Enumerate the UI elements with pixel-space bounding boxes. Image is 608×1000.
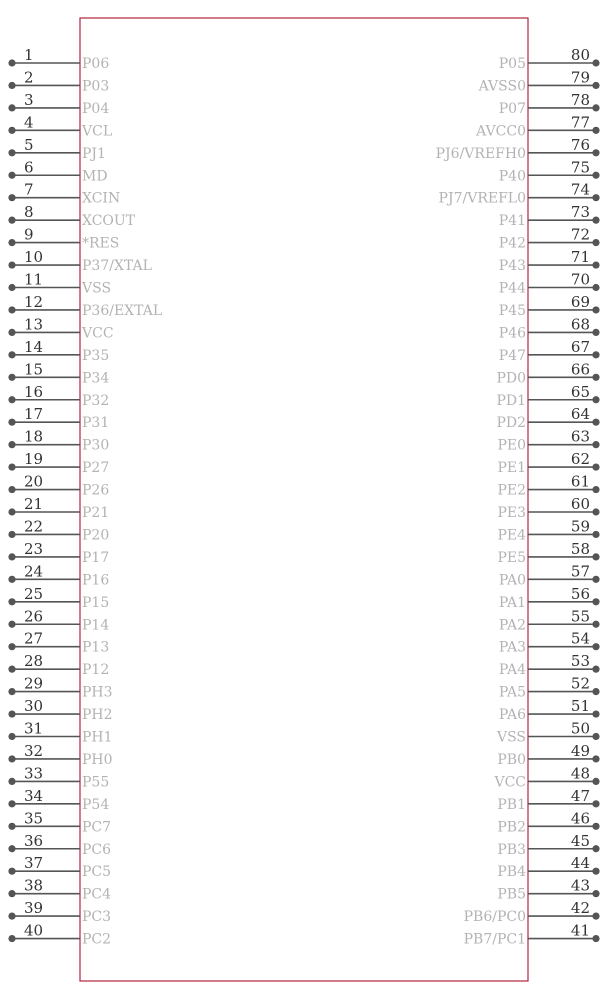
pin-name: PB0 xyxy=(497,751,526,768)
pin-number: 26 xyxy=(24,607,44,626)
pin-number: 36 xyxy=(24,831,44,850)
pin-number: 63 xyxy=(570,427,590,446)
pin-number: 32 xyxy=(24,741,44,760)
pin-name: P16 xyxy=(82,572,110,589)
pin-number: 50 xyxy=(570,719,590,738)
pin-end-dot xyxy=(8,733,15,740)
pin-number: 22 xyxy=(24,517,44,536)
pin-number: 3 xyxy=(24,90,34,109)
pin-end-dot xyxy=(592,845,599,852)
pin-name: PA4 xyxy=(498,662,526,679)
pin-name: *RES xyxy=(82,235,120,252)
pin-end-dot xyxy=(8,868,15,875)
pin-number: 2 xyxy=(24,68,34,87)
pin-number: 65 xyxy=(570,382,590,401)
pin-number: 62 xyxy=(570,450,590,469)
pin-end-dot xyxy=(592,172,599,179)
pin-number: 40 xyxy=(24,921,44,940)
pin-name: P07 xyxy=(498,100,526,117)
pin-number: 10 xyxy=(24,248,44,267)
pin-end-dot xyxy=(592,261,599,268)
pin-number: 13 xyxy=(24,315,44,334)
pin-end-dot xyxy=(8,598,15,605)
pin-end-dot xyxy=(592,149,599,156)
pin-name: VSS xyxy=(82,280,112,297)
pin-end-dot xyxy=(8,396,15,403)
pin-name: PB2 xyxy=(497,819,526,836)
pin-number: 56 xyxy=(570,584,590,603)
pin-name: PJ1 xyxy=(82,145,106,162)
pin-number: 11 xyxy=(24,270,44,289)
pin-end-dot xyxy=(592,508,599,515)
pin-end-dot xyxy=(592,104,599,111)
pin-end-dot xyxy=(8,284,15,291)
pin-number: 12 xyxy=(24,292,44,311)
pin-name: P14 xyxy=(82,617,110,634)
pin-number: 48 xyxy=(570,764,590,783)
pin-number: 19 xyxy=(24,450,44,469)
pin-number: 30 xyxy=(24,697,44,716)
pin-number: 51 xyxy=(570,697,590,716)
pin-name: PH0 xyxy=(82,751,113,768)
pin-end-dot xyxy=(8,351,15,358)
pin-number: 7 xyxy=(24,180,34,199)
pin-end-dot xyxy=(592,913,599,920)
pin-name: P21 xyxy=(82,505,110,521)
pin-end-dot xyxy=(8,553,15,560)
pin-name: P20 xyxy=(82,527,110,544)
pin-number: 28 xyxy=(24,652,44,671)
pin-name: XCIN xyxy=(82,190,121,207)
pin-number: 9 xyxy=(24,225,34,244)
pin-end-dot xyxy=(592,351,599,358)
pin-end-dot xyxy=(8,82,15,89)
pin-end-dot xyxy=(8,643,15,650)
pin-name: PE2 xyxy=(497,482,526,499)
pin-end-dot xyxy=(8,913,15,920)
pin-name: P17 xyxy=(82,549,110,566)
pin-name: PD0 xyxy=(496,370,526,387)
pin-number: 1 xyxy=(24,46,34,64)
right-pin-group xyxy=(436,46,600,948)
pin-name: PB1 xyxy=(497,796,526,813)
pin-name: PB6/PC0 xyxy=(463,909,526,926)
pin-end-dot xyxy=(592,576,599,583)
pin-name: P13 xyxy=(82,639,110,656)
pin-number: 29 xyxy=(24,674,44,693)
pin-end-dot xyxy=(8,486,15,493)
pin-end-dot xyxy=(8,508,15,515)
pin-end-dot xyxy=(592,329,599,336)
pin-end-dot xyxy=(592,890,599,897)
pin-number: 53 xyxy=(570,652,590,671)
pin-name: PH2 xyxy=(82,707,113,724)
pin-40 xyxy=(8,922,111,948)
pin-end-dot xyxy=(592,464,599,471)
pin-end-dot xyxy=(592,419,599,426)
pin-number: 68 xyxy=(570,315,590,334)
pin-name: P15 xyxy=(82,594,110,611)
pin-number: 71 xyxy=(570,248,590,267)
pin-end-dot xyxy=(8,688,15,695)
pin-number: 17 xyxy=(24,405,44,424)
pin-number: 8 xyxy=(24,203,34,222)
pin-name: PC3 xyxy=(82,909,112,926)
pin-end-dot xyxy=(592,868,599,875)
pin-number: 61 xyxy=(570,472,590,491)
pin-number: 41 xyxy=(570,921,590,940)
pin-name: P41 xyxy=(498,213,526,230)
pin-name: PB4 xyxy=(497,864,526,881)
pin-end-dot xyxy=(8,845,15,852)
pin-end-dot xyxy=(8,217,15,224)
pin-end-dot xyxy=(8,823,15,830)
pin-number: 38 xyxy=(24,876,44,895)
pin-end-dot xyxy=(8,194,15,201)
pin-number: 39 xyxy=(24,899,44,918)
pin-end-dot xyxy=(8,172,15,179)
pin-end-dot xyxy=(592,306,599,313)
pin-name: PD1 xyxy=(496,392,526,409)
pin-name: PA3 xyxy=(498,639,526,656)
pin-end-dot xyxy=(8,59,15,66)
pin-end-dot xyxy=(8,890,15,897)
pin-name: PB5 xyxy=(497,886,526,903)
pin-number: 4 xyxy=(24,113,34,132)
pin-number: 21 xyxy=(24,495,44,513)
pin-name: PE1 xyxy=(497,460,526,477)
pin-number: 6 xyxy=(24,158,34,177)
pin-name: PE3 xyxy=(497,505,526,521)
pin-number: 43 xyxy=(570,876,590,895)
pin-name: PA2 xyxy=(498,617,526,634)
pin-end-dot xyxy=(8,306,15,313)
pin-name: PA6 xyxy=(498,707,526,724)
pin-number: 70 xyxy=(570,270,590,289)
pin-end-dot xyxy=(592,239,599,246)
pin-number: 37 xyxy=(24,854,44,873)
pin-end-dot xyxy=(592,82,599,89)
pin-end-dot xyxy=(8,127,15,134)
pin-number: 67 xyxy=(570,337,590,356)
pin-end-dot xyxy=(592,284,599,291)
pin-name: PJ6/VREFH0 xyxy=(435,145,526,162)
pin-end-dot xyxy=(8,374,15,381)
pin-number: 33 xyxy=(24,764,44,783)
pin-name: P32 xyxy=(82,392,110,409)
pin-end-dot xyxy=(592,553,599,560)
pin-name: P44 xyxy=(498,280,526,297)
pin-end-dot xyxy=(592,800,599,807)
pin-number: 54 xyxy=(570,629,590,648)
pin-end-dot xyxy=(592,441,599,448)
pin-end-dot xyxy=(8,419,15,426)
pin-name: PD2 xyxy=(496,415,526,432)
pin-number: 73 xyxy=(570,203,590,222)
pin-number: 15 xyxy=(24,360,44,379)
pin-name: PC6 xyxy=(82,841,112,858)
pin-name: PC5 xyxy=(82,864,112,881)
pin-end-dot xyxy=(8,149,15,156)
pin-end-dot xyxy=(592,823,599,830)
pin-name: PA5 xyxy=(498,684,526,701)
left-pin-group xyxy=(8,46,162,948)
pin-end-dot xyxy=(8,464,15,471)
pin-end-dot xyxy=(592,688,599,695)
pin-number: 77 xyxy=(570,113,590,132)
pin-number: 31 xyxy=(24,719,44,738)
pin-number: 52 xyxy=(570,674,590,693)
pin-name: PC2 xyxy=(82,931,112,948)
pin-name: PH3 xyxy=(82,684,113,701)
pin-end-dot xyxy=(592,396,599,403)
pin-end-dot xyxy=(592,127,599,134)
pin-name: P46 xyxy=(498,325,526,342)
pin-number: 60 xyxy=(570,495,590,513)
pin-name: P12 xyxy=(82,662,110,679)
pin-end-dot xyxy=(8,239,15,246)
pin-number: 55 xyxy=(570,607,590,626)
pin-name: P55 xyxy=(82,774,110,791)
pin-name: PE5 xyxy=(497,549,526,566)
pin-end-dot xyxy=(592,531,599,538)
pin-name: P35 xyxy=(82,347,110,364)
pin-end-dot xyxy=(8,935,15,942)
pin-number: 44 xyxy=(570,854,590,873)
pin-name: VCC xyxy=(82,325,114,342)
pin-number: 45 xyxy=(570,831,590,850)
pin-number: 74 xyxy=(570,180,590,199)
pin-name: XCOUT xyxy=(82,213,136,230)
pin-number: 18 xyxy=(24,427,44,446)
pin-number: 20 xyxy=(24,472,44,491)
pin-name: P36/EXTAL xyxy=(82,302,163,319)
pin-number: 46 xyxy=(570,809,590,828)
pin-number: 80 xyxy=(570,46,590,64)
pin-name: P06 xyxy=(82,56,110,72)
pin-name: MD xyxy=(82,168,108,185)
pin-number: 79 xyxy=(570,68,590,87)
pin-number: 49 xyxy=(570,741,590,760)
pin-end-dot xyxy=(592,778,599,785)
pin-name: PB3 xyxy=(497,841,526,858)
pin-end-dot xyxy=(592,733,599,740)
pin-name: PB7/PC1 xyxy=(463,931,526,948)
pin-name: P43 xyxy=(498,258,526,275)
pin-name: P27 xyxy=(82,460,110,477)
pin-name: P42 xyxy=(498,235,526,252)
pin-name: PH1 xyxy=(82,729,113,746)
pin-end-dot xyxy=(592,486,599,493)
pin-name: P37/XTAL xyxy=(82,258,152,275)
pin-end-dot xyxy=(592,598,599,605)
pin-name: P45 xyxy=(498,302,526,319)
pin-number: 25 xyxy=(24,584,44,603)
pin-name: VSS xyxy=(496,729,526,746)
pin-name: PE4 xyxy=(497,527,526,544)
pin-end-dot xyxy=(8,441,15,448)
pin-number: 66 xyxy=(570,360,590,379)
pin-end-dot xyxy=(8,778,15,785)
pin-end-dot xyxy=(592,217,599,224)
pin-name: PA1 xyxy=(498,594,526,611)
ic-body-outline xyxy=(80,18,528,981)
pin-number: 78 xyxy=(570,90,590,109)
pin-number: 76 xyxy=(570,135,590,154)
pin-end-dot xyxy=(8,576,15,583)
pin-end-dot xyxy=(592,59,599,66)
pin-end-dot xyxy=(8,621,15,628)
pin-number: 34 xyxy=(24,786,44,805)
pin-name: P04 xyxy=(82,100,110,117)
pin-number: 47 xyxy=(570,786,590,805)
pin-number: 57 xyxy=(570,562,590,581)
pin-end-dot xyxy=(592,374,599,381)
pin-end-dot xyxy=(8,755,15,762)
pin-end-dot xyxy=(8,261,15,268)
pin-name: PC7 xyxy=(82,819,112,836)
pin-name: AVSS0 xyxy=(478,78,526,95)
pin-number: 58 xyxy=(570,539,590,558)
pin-end-dot xyxy=(8,800,15,807)
pin-number: 5 xyxy=(24,135,34,154)
pin-end-dot xyxy=(592,755,599,762)
pin-end-dot xyxy=(8,666,15,673)
pin-41 xyxy=(464,922,600,948)
pin-name: P54 xyxy=(82,796,110,813)
pin-name: PC4 xyxy=(82,886,112,903)
pin-name: PJ7/VREFL0 xyxy=(438,190,526,207)
pin-number: 14 xyxy=(24,337,44,356)
pin-end-dot xyxy=(592,710,599,717)
pin-end-dot xyxy=(592,935,599,942)
pin-number: 42 xyxy=(570,899,590,918)
pin-end-dot xyxy=(592,643,599,650)
pin-name: P31 xyxy=(82,415,110,432)
pin-name: P47 xyxy=(498,347,526,364)
pin-end-dot xyxy=(8,710,15,717)
pin-end-dot xyxy=(8,329,15,336)
pin-end-dot xyxy=(592,666,599,673)
pin-name: AVCC0 xyxy=(476,123,526,140)
pin-number: 24 xyxy=(24,562,44,581)
pin-number: 35 xyxy=(24,809,44,828)
pin-name: VCL xyxy=(82,123,113,140)
pin-name: PE0 xyxy=(497,437,526,454)
pin-end-dot xyxy=(8,104,15,111)
pin-number: 69 xyxy=(570,292,590,311)
pin-name: PA0 xyxy=(498,572,526,589)
pin-name: P05 xyxy=(498,56,526,72)
pin-number: 59 xyxy=(570,517,590,536)
pin-number: 75 xyxy=(570,158,590,177)
pin-end-dot xyxy=(592,194,599,201)
pin-number: 27 xyxy=(24,629,44,648)
pin-name: VCC xyxy=(494,774,526,791)
pin-number: 16 xyxy=(24,382,44,401)
pin-number: 23 xyxy=(24,539,44,558)
pin-name: P26 xyxy=(82,482,110,499)
pin-number: 64 xyxy=(570,405,590,424)
pin-name: P30 xyxy=(82,437,110,454)
pin-name: P03 xyxy=(82,78,110,95)
pin-name: P34 xyxy=(82,370,110,387)
pin-end-dot xyxy=(592,621,599,628)
pin-end-dot xyxy=(8,531,15,538)
pin-name: P40 xyxy=(498,168,526,185)
pin-number: 72 xyxy=(570,225,590,244)
